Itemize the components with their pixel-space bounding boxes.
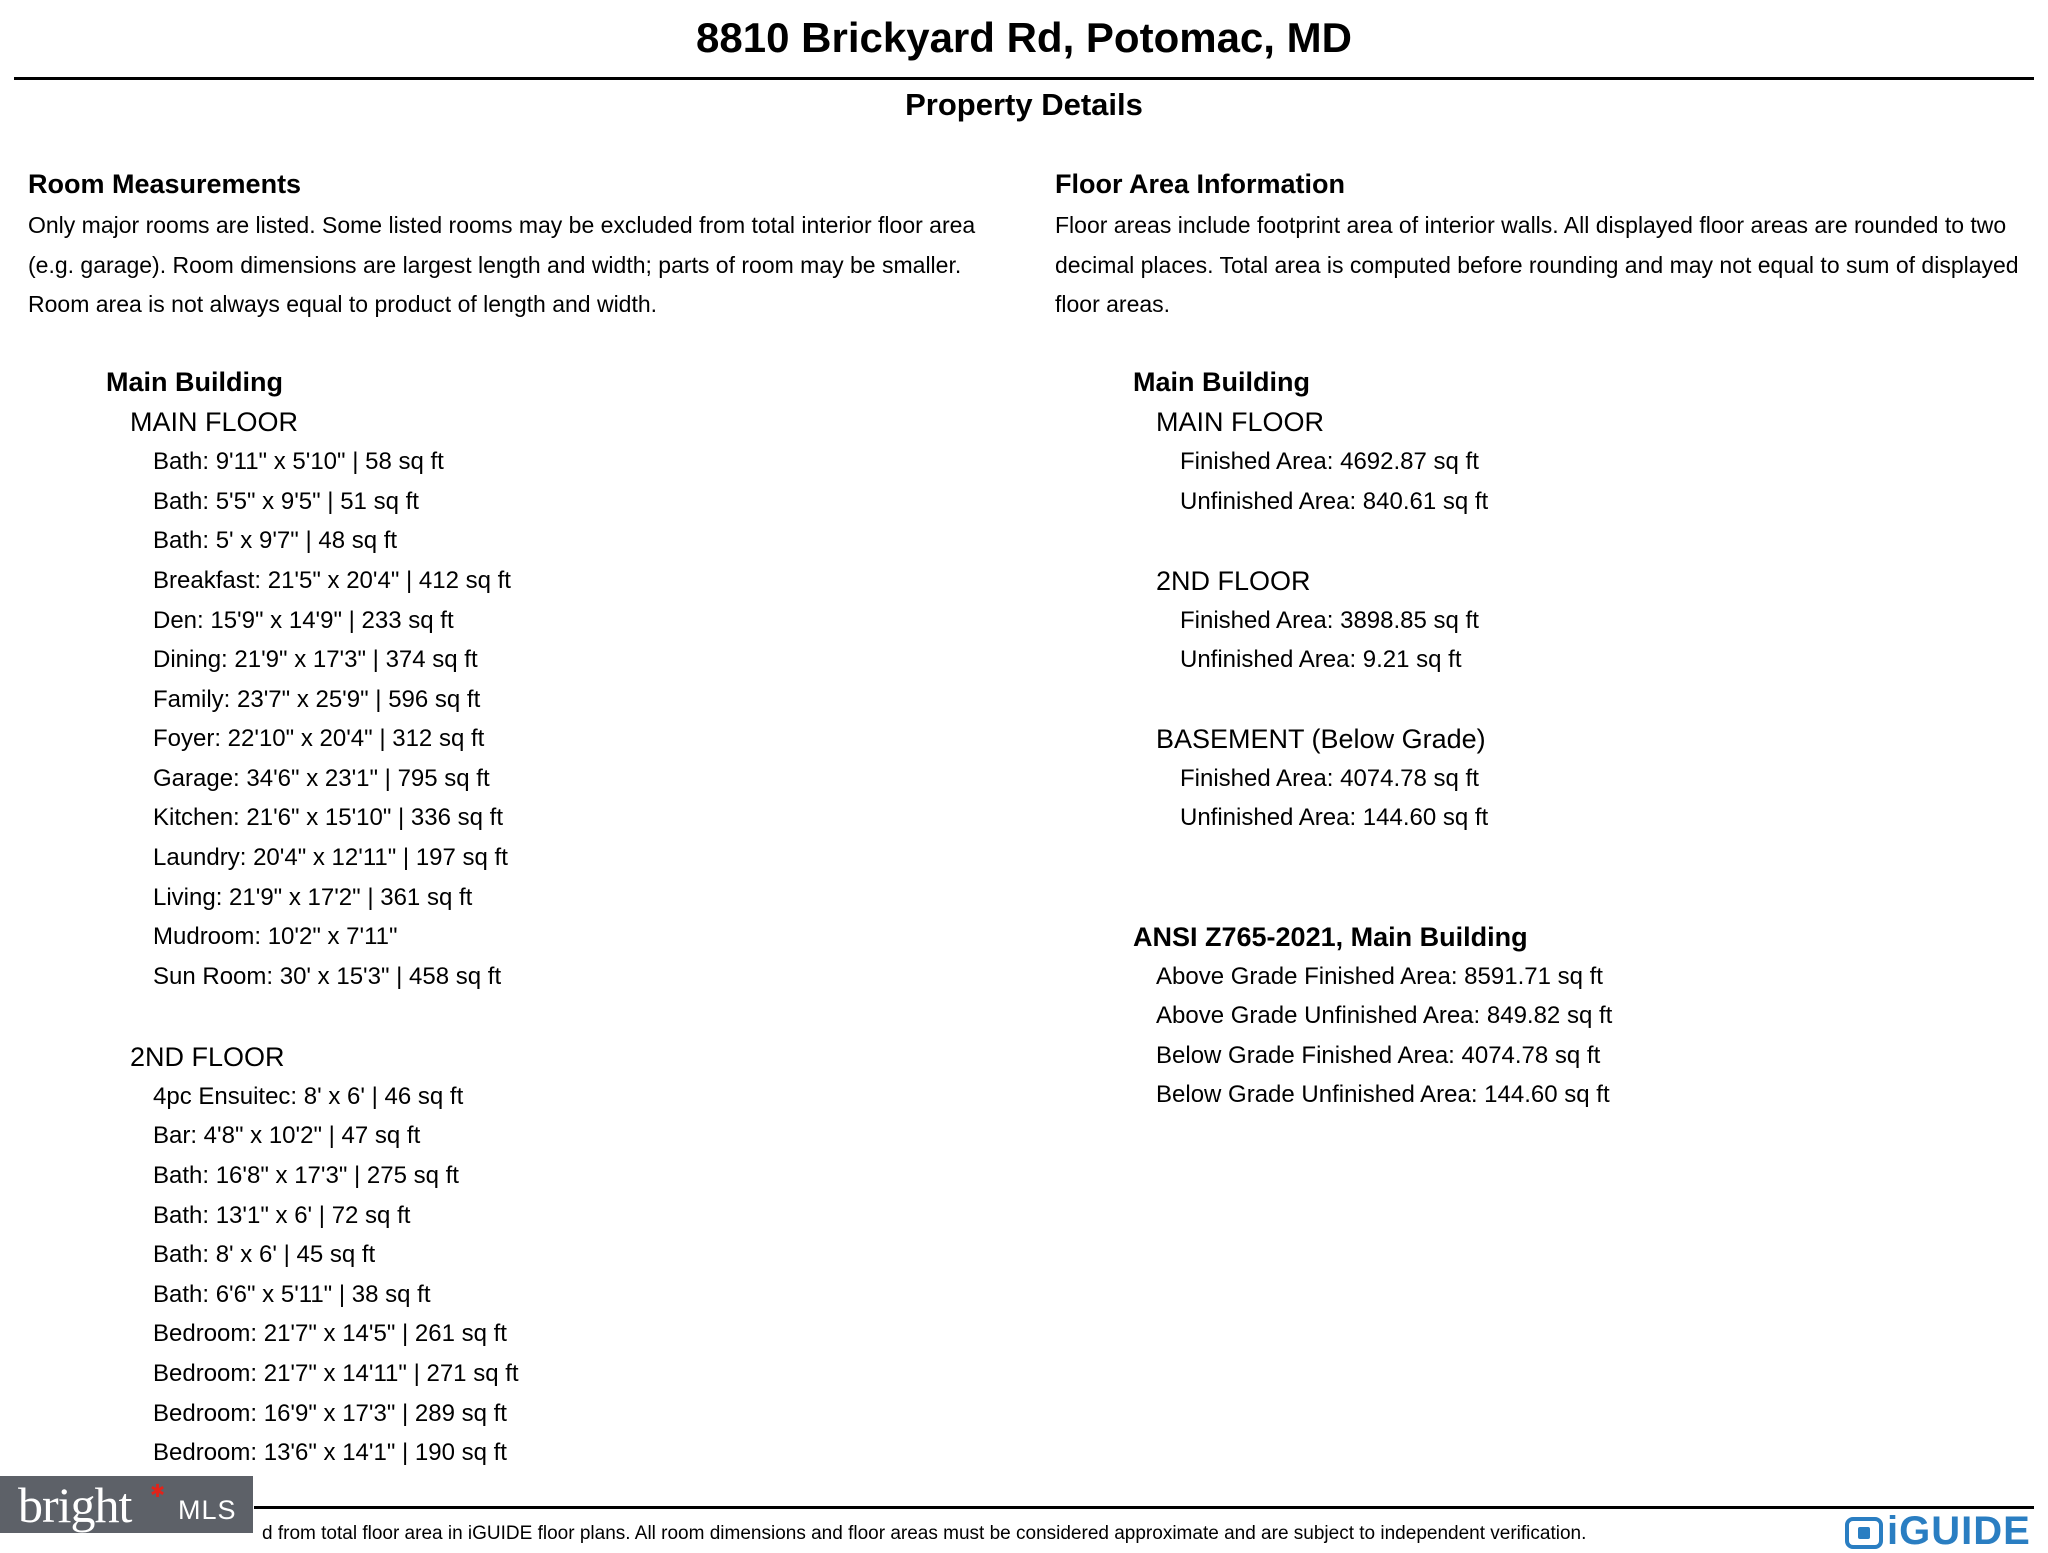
page-title: 8810 Brickyard Rd, Potomac, MD	[696, 14, 1352, 61]
area-building-heading: Main Building	[1133, 367, 1310, 397]
room-item: Breakfast: 21'5" x 20'4" | 412 sq ft	[153, 567, 511, 594]
room-item: Mudroom: 10'2" x 7'11"	[153, 923, 398, 950]
floor-area-desc-line: Floor areas include footprint area of interior walls. All displayed floor areas are rounded to two	[1055, 212, 2007, 238]
room-floor-heading: 2ND FLOOR	[130, 1042, 285, 1072]
room-item: Dining: 21'9" x 17'3" | 374 sq ft	[153, 646, 478, 673]
unfinished-area-value: Unfinished Area: 840.61 sq ft	[1180, 488, 1489, 515]
floor-area-title: Floor Area Information	[1055, 169, 1346, 199]
room-measurements-desc-line: (e.g. garage). Room dimensions are largest length and width; parts of room may be smaller.	[28, 251, 962, 278]
room-item: Den: 15'9" x 14'9" | 233 sq ft	[153, 607, 454, 634]
bright-mls-watermark	[0, 1476, 253, 1533]
ansi-line: Above Grade Unfinished Area: 849.82 sq ft	[1156, 1002, 1613, 1029]
finished-area-value: Finished Area: 4692.87 sq ft	[1180, 448, 1479, 475]
room-item: Bath: 5' x 9'7" | 48 sq ft	[153, 527, 398, 554]
page-subtitle: Property Details	[905, 87, 1143, 122]
room-item: Foyer: 22'10" x 20'4" | 312 sq ft	[153, 725, 485, 752]
room-item: Bath: 6'6" x 5'11" | 38 sq ft	[153, 1281, 431, 1308]
finished-area-value: Finished Area: 4074.78 sq ft	[1180, 765, 1479, 792]
room-measurements-desc-line: Room area is not always equal to product of length and width.	[28, 291, 658, 317]
room-item: Bedroom: 21'7" x 14'5" | 261 sq ft	[153, 1320, 507, 1347]
room-item: 4pc Ensuitec: 8' x 6' | 46 sq ft	[153, 1083, 464, 1110]
room-item: Family: 23'7" x 25'9" | 596 sq ft	[153, 686, 481, 713]
room-item: Bedroom: 13'6" x 14'1" | 190 sq ft	[153, 1439, 507, 1466]
room-measurements-section	[28, 166, 1018, 325]
room-measurements-desc-line: Only major rooms are listed. Some listed rooms may be excluded from total interior floor area	[28, 212, 976, 238]
watermark-suffix: MLS	[178, 1495, 237, 1525]
room-item: Garage: 34'6" x 23'1" | 795 sq ft	[153, 765, 490, 792]
star-icon: ✱	[150, 1481, 166, 1501]
iguide-camera-icon	[1845, 1515, 1883, 1549]
finished-area-value: Finished Area: 3898.85 sq ft	[1180, 607, 1479, 634]
ansi-line: Above Grade Finished Area: 8591.71 sq ft	[1156, 963, 1603, 990]
room-measurements-title: Room Measurements	[28, 169, 302, 199]
room-item: Bedroom: 16'9" x 17'3" | 289 sq ft	[153, 1400, 507, 1427]
ansi-heading: ANSI Z765-2021, Main Building	[1133, 922, 1528, 952]
iguide-brand-text: iGUIDE	[1887, 1509, 2031, 1553]
room-item: Kitchen: 21'6" x 15'10" | 336 sq ft	[153, 804, 503, 831]
room-item: Bedroom: 21'7" x 14'11" | 271 sq ft	[153, 1360, 519, 1387]
footer-disclaimer: d from total floor area in iGUIDE floor plans. All room dimensions and floor areas must be considered approximate and are subject to independent verification.	[262, 1523, 1587, 1544]
room-item: Bath: 8' x 6' | 45 sq ft	[153, 1241, 376, 1268]
ansi-line: Below Grade Finished Area: 4074.78 sq ft	[1156, 1042, 1601, 1069]
room-item: Bath: 5'5" x 9'5" | 51 sq ft	[153, 488, 419, 515]
floor-area-desc-line: decimal places. Total area is computed before rounding and may not equal to sum of displayed	[1055, 251, 2019, 278]
room-item: Bar: 4'8" x 10'2" | 47 sq ft	[153, 1122, 421, 1149]
header-divider	[14, 77, 2034, 80]
ansi-line: Below Grade Unfinished Area: 144.60 sq ft	[1156, 1081, 1610, 1108]
watermark-word: bright	[18, 1477, 132, 1533]
floor-area-desc-line: floor areas.	[1055, 291, 1171, 317]
unfinished-area-value: Unfinished Area: 144.60 sq ft	[1180, 804, 1489, 831]
room-item: Laundry: 20'4" x 12'11" | 197 sq ft	[153, 844, 508, 871]
area-floor-heading: MAIN FLOOR	[1156, 407, 1325, 437]
area-floor-heading: BASEMENT (Below Grade)	[1156, 724, 1486, 754]
room-item: Bath: 13'1" x 6' | 72 sq ft	[153, 1202, 411, 1229]
room-item: Bath: 9'11" x 5'10" | 58 sq ft	[153, 448, 444, 475]
unfinished-area-value: Unfinished Area: 9.21 sq ft	[1180, 646, 1462, 673]
room-item: Bath: 16'8" x 17'3" | 275 sq ft	[153, 1162, 459, 1189]
floor-area-section	[1055, 166, 2045, 325]
room-item: Sun Room: 30' x 15'3" | 458 sq ft	[153, 963, 502, 990]
room-floor-heading: MAIN FLOOR	[130, 407, 299, 437]
area-floor-heading: 2ND FLOOR	[1156, 566, 1311, 596]
footer-divider	[254, 1506, 2034, 1509]
room-item: Living: 21'9" x 17'2" | 361 sq ft	[153, 884, 473, 911]
room-building-heading: Main Building	[106, 367, 283, 397]
